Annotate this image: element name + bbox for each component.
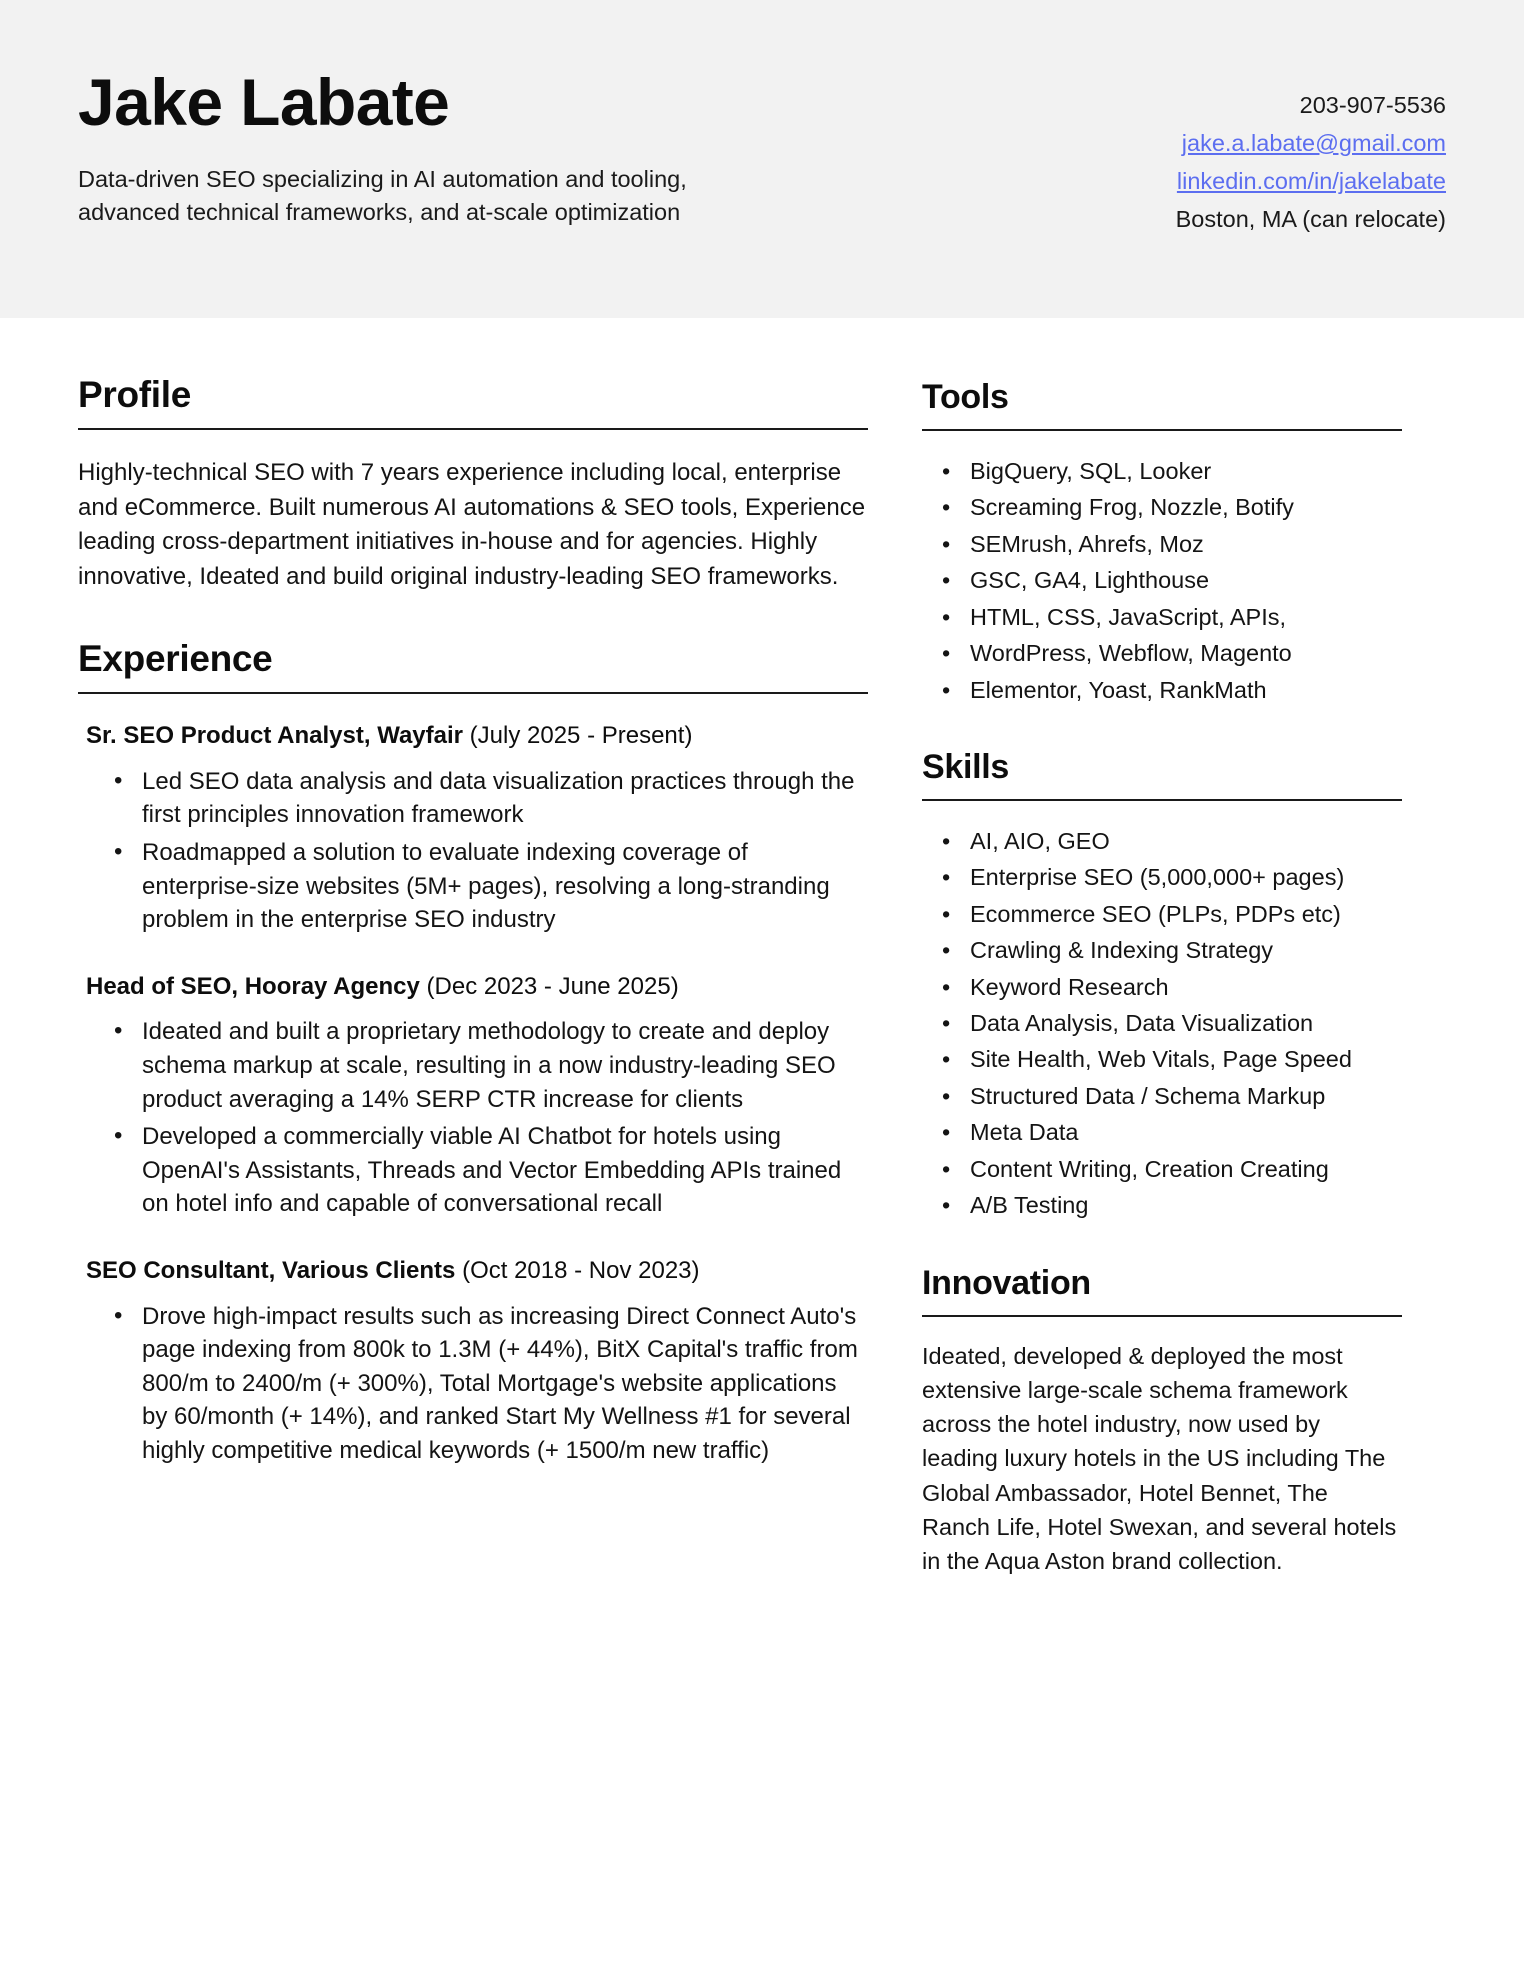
contact-location: Boston, MA (can relocate): [1175, 206, 1446, 233]
right-column: [922, 374, 1402, 1579]
tools-list-item: • WordPress, Webflow, Magento: [942, 635, 1402, 671]
skills-heading: Skills: [922, 747, 1010, 786]
experience-bullet: • Ideated and built a proprietary methodology to create and deploy schema markup at scale, resulting in a now industry-leading SEO product averaging a 14% SERP CTR increase for clients: [114, 1015, 868, 1116]
innovation-section: [922, 1264, 1402, 1579]
tagline-line-2: advanced technical frameworks, and at-scale optimization: [78, 198, 681, 225]
experience-bullet-list: [78, 1015, 868, 1221]
experience-bullet-list: [78, 765, 868, 937]
contact-phone: 203-907-5536: [1299, 92, 1446, 118]
profile-heading: Profile: [78, 374, 192, 415]
experience-role-company: SEO Consultant, Various Clients: [86, 1256, 456, 1284]
skills-list-item: • Content Writing, Creation Creating: [942, 1151, 1402, 1187]
experience-bullet: • Developed a commercially viable AI Chatbot for hotels using OpenAI's Assistants, Threads and Vector Embedding APIs trained on hotel info and capable of conversational recall: [114, 1120, 868, 1221]
experience-divider: [78, 692, 868, 694]
experience-heading: Experience: [78, 638, 273, 680]
profile-section: [78, 374, 868, 594]
tagline-line-1: Data-driven SEO specializing in AI automation and tooling,: [78, 165, 687, 192]
contact-linkedin-link[interactable]: [1176, 162, 1446, 200]
tools-heading: Tools: [922, 378, 1009, 416]
contact-email-link[interactable]: [1176, 124, 1446, 162]
contact-linkedin-anchor[interactable]: linkedin.com/in/jakelabate: [1176, 168, 1446, 195]
skills-list-item: • Keyword Research: [942, 969, 1402, 1005]
tools-list-item: • SEMrush, Ahrefs, Moz: [942, 526, 1402, 562]
skills-divider: [922, 799, 1402, 801]
innovation-heading: Innovation: [922, 1263, 1091, 1302]
candidate-tagline: [78, 163, 687, 230]
profile-divider: [78, 428, 868, 430]
experience-entry: [78, 971, 868, 1221]
experience-role-company: Sr. SEO Product Analyst, Wayfair: [86, 722, 463, 750]
skills-list-item: • Ecommerce SEO (PLPs, PDPs etc): [942, 896, 1402, 932]
skills-list-item: • Site Health, Web Vitals, Page Speed: [942, 1041, 1402, 1077]
skills-list-item: • Structured Data / Schema Markup: [942, 1078, 1402, 1114]
spacer: [78, 594, 868, 638]
experience-dates: (Oct 2018 - Nov 2023): [455, 1256, 700, 1284]
experience-entry: [78, 720, 868, 937]
innovation-text: Ideated, developed & deployed the most extensive large-scale schema framework across the hotel industry, now used by leading luxury hotels in the US including The Global Ambassador, Hotel Bennet, The Ranch Life, Hotel Swexan, and several hotels in the Aqua Aston brand collection.: [922, 1342, 1397, 1575]
tools-list-item: • Elementor, Yoast, RankMath: [942, 672, 1402, 708]
tools-divider: [922, 429, 1402, 431]
experience-dates: (Dec 2023 - June 2025): [419, 972, 679, 1000]
skills-list-item: • Enterprise SEO (5,000,000+ pages): [942, 859, 1402, 895]
experience-bullet: • Drove high-impact results such as increasing Direct Connect Auto's page indexing from 800k to 1.3M (+ 44%), BitX Capital's traffic from 800/m to 2400/m (+ 300%), Total Mortgage's website applications by 60/month (+ 14%), and ranked Start My Wellness #1 for several highly competitive medical keywords (+ 1500/m new traffic): [114, 1300, 868, 1468]
header-identity: [78, 62, 687, 229]
tools-list-item: • BigQuery, SQL, Looker: [942, 453, 1402, 489]
tools-list-item: • HTML, CSS, JavaScript, APIs,: [942, 599, 1402, 635]
experience-bullet-list: [78, 1300, 868, 1468]
skills-list-item: • Data Analysis, Data Visualization: [942, 1005, 1402, 1041]
experience-role-company: Head of SEO, Hooray Agency: [86, 972, 420, 1000]
candidate-name: Jake Labate: [78, 65, 450, 139]
skills-list-item: • AI, AIO, GEO: [942, 823, 1402, 859]
experience-bullet: • Led SEO data analysis and data visualization practices through the first principles innovation framework: [114, 765, 868, 832]
skills-list-item: • Crawling & Indexing Strategy: [942, 932, 1402, 968]
experience-entry-header: [78, 1255, 868, 1288]
resume-header: [0, 0, 1524, 318]
experience-job-list: [78, 720, 868, 1467]
resume-body: [0, 318, 1524, 1579]
experience-dates: (July 2025 - Present): [463, 722, 693, 750]
experience-section: [78, 638, 868, 1467]
tools-list-item: • Screaming Frog, Nozzle, Botify: [942, 489, 1402, 525]
experience-entry: [78, 1255, 868, 1468]
skills-list-item: • Meta Data: [942, 1114, 1402, 1150]
contact-email-anchor[interactable]: jake.a.labate@gmail.com: [1181, 130, 1446, 157]
profile-text: Highly-technical SEO with 7 years experience including local, enterprise and eCommerce. Built numerous AI automations & SEO tools, Experience leading cross-department initiatives in-house and for agencies. Highly innovative, Ideated and build original industry-leading SEO frameworks.: [78, 459, 866, 590]
experience-entry-header: [78, 720, 868, 753]
tools-section: [922, 378, 1402, 708]
tools-list: [922, 453, 1402, 708]
contact-block: [1176, 62, 1446, 238]
innovation-divider: [922, 1315, 1402, 1317]
skills-list: [922, 823, 1402, 1224]
spacer: [922, 708, 1402, 748]
skills-list-item: • A/B Testing: [942, 1187, 1402, 1223]
experience-bullet: • Roadmapped a solution to evaluate indexing coverage of enterprise-size websites (5M+ pages), resolving a long-stranding problem in the enterprise SEO industry: [114, 836, 868, 937]
tools-list-item: • GSC, GA4, Lighthouse: [942, 562, 1402, 598]
left-column: [78, 374, 868, 1579]
spacer: [922, 1224, 1402, 1264]
skills-section: [922, 748, 1402, 1224]
experience-entry-header: [78, 971, 868, 1004]
